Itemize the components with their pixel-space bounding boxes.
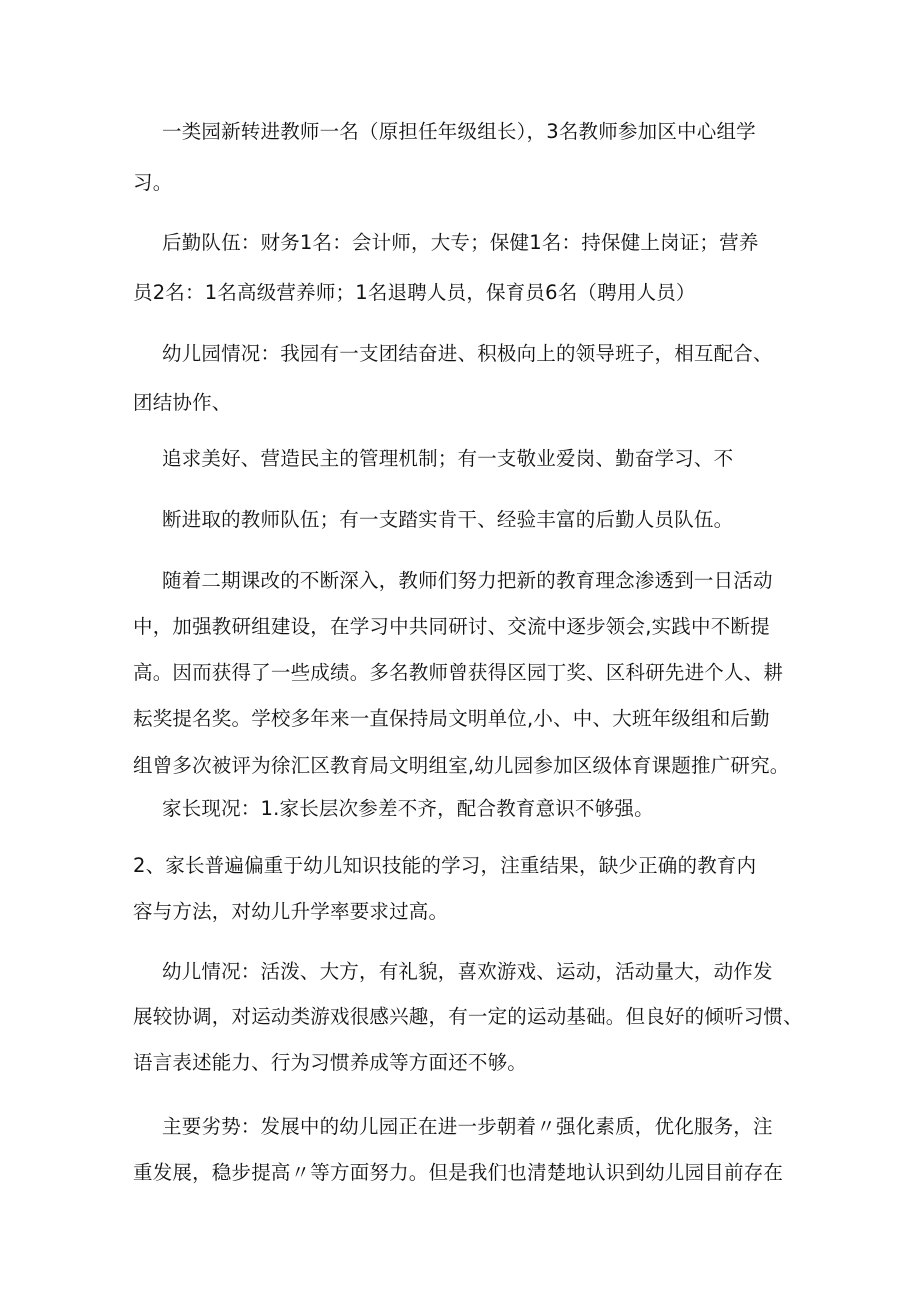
text-line-6: 团结协作、 [133,391,232,414]
text-line-9: 随着二期课改的不断深入，教师们努力把新的教育理念渗透到一日活动 [162,569,773,592]
text-line-4: 员2名：1名高级营养师；1名退聘人员，保育员6名（聘用人员） [133,281,696,304]
text-line-20: 主要劣势：发展中的幼儿园正在进一步朝着〃强化素质，优化服务，注 [162,1115,773,1138]
text-line-8: 断进取的教师队伍；有一支踏实肯干、经验丰富的后勤人员队伍。 [162,508,734,531]
text-line-15: 2、家长普遍偏重于幼儿知识技能的学习，注重结果，缺少正确的教育内 [133,854,757,877]
text-line-13: 组曾多次被评为徐汇区教育局文明组室,幼儿园参加区级体育课题推广研究。 [133,754,790,777]
text-line-19: 语言表述能力、行为习惯养成等方面还不够。 [133,1051,528,1074]
text-line-10: 中，加强教研组建设，在学习中共同研讨、交流中逐步领会,实践中不断提 [133,615,770,638]
text-line-5: 幼儿园情况：我园有一支团结奋进、积极向上的领导班子，相互配合、 [162,342,773,365]
text-line-12: 耘奖提名奖。学校多年来一直保持局文明单位,小、中、大班年级组和后勤 [133,707,770,730]
text-line-3: 后勤队伍：财务1名：会计师，大专；保健1名：持保健上岗证；营养 [162,231,759,254]
text-line-18: 展较协调，对运动类游戏很感兴趣，有一定的运动基础。但良好的倾听习惯、 [133,1005,803,1028]
text-line-2: 习。 [133,171,173,194]
text-line-7: 追求美好、营造民主的管理机制；有一支敬业爱岗、勤奋学习、不 [162,447,734,470]
text-line-21: 重发展，稳步提高〃等方面努力。但是我们也清楚地认识到幼儿园目前存在 [133,1161,784,1184]
text-line-17: 幼儿情况：活泼、大方，有礼貌，喜欢游戏、运动，活动量大，动作发 [162,960,773,983]
text-line-14: 家长现况：1.家长层次参差不齐，配合教育意识不够强。 [162,797,654,820]
text-line-1: 一类园新转进教师一名（原担任年级组长），3名教师参加区中心组学 [162,120,756,143]
text-line-11: 高。因而获得了一些成绩。多名教师曾获得区园丁奖、区科研先进个人、耕 [133,661,784,684]
text-line-16: 容与方法，对幼儿升学率要求过高。 [133,900,449,923]
